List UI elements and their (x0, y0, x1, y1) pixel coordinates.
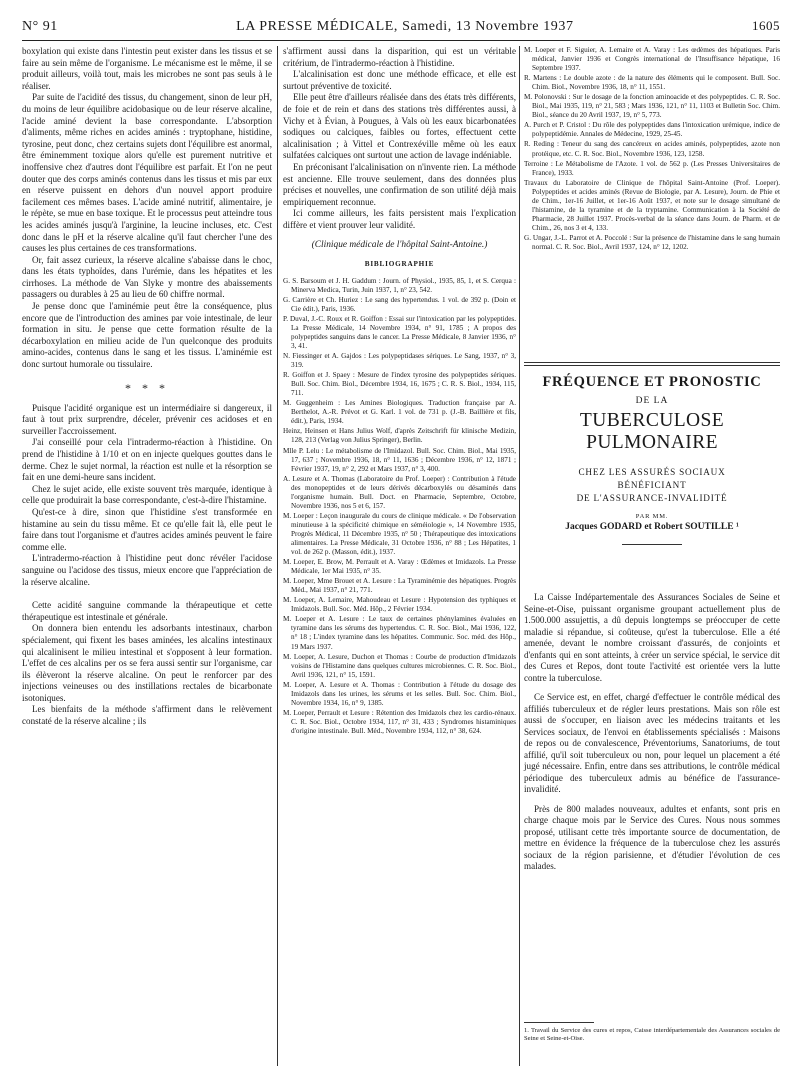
reference-item: M. Loeper, A. Lesure et A. Thomas : Contribution à l'étude du dosage des Imidazols dans les urines, les sérums et les selles. Bull. Soc. Chim. Biol., Novembre 1934, 16, n° 9, 1385. (283, 680, 516, 707)
paragraph: On donnera bien entendu les adsorbants intestinaux, charbon spécialement, qui fixent les bases aminées, les alcalins intestinaux qui alcalinisent le milieu intestinal et s'opposent à leur formation. L'effet de ces alcalins per os se fera aussi sentir sur l'organisme, car ils élèveront la réserve alcaline. On peut le renforcer par des injections veineuses ou des instillations rectales de bicarbonate isotoniques. (22, 623, 272, 703)
reference-item: A. Purch et P. Cristol : Du rôle des polypeptides dans l'intoxication urémique, indice de polypeptidémie. Annales de Médecine, 1929, 25-45. (524, 121, 780, 139)
reference-item: M. Loeper : Leçon inaugurale du cours de clinique médicale. « De l'observation minutieuse à la spécificité chimique en séméiologie », 14 Novembre 1935, Progrès Médical, 11 Décembre 1935, n° 50 ; Thérapeutique des intoxications alimentaires. La Presse Médicale, 31 Octobre 1936, n° 88 ; Les Hépatites, 1 vol. de 262 p. (Masson, édit.), 1937. (283, 511, 516, 557)
paragraph: s'affirment aussi dans la disparition, qui est un véritable critérium, de l'intradermo-réaction à l'histidine. (283, 46, 516, 68)
reference-item: Travaux du Laboratoire de Clinique de l'hôpital Saint-Antoine (Prof. Loeper). Polypeptides et acides aminés (Revue de Biologie, par A. Lesure), Journ. de Phie et de Chim., 1er-16 Juillet, et 1er-16 Août 1937, et note sur le dosage simultané de l'histamine, de la tyramine et de la tryptamine. Communication à la Société de Pharmacie, 28 Juillet 1937. Procès-verbal de la séance dans Journ. de Pharm. et de Chim., 26, nos 3 et 4, 133. (524, 178, 780, 232)
column-one (22, 46, 272, 728)
footnote-divider (524, 1022, 594, 1023)
reference-item: M. Loeper et F. Siguier, A. Lemaire et A. Varay : Les œdèmes des hépatiques. Paris médical, Janvier 1936 et Congrès international de l'Insuffisance hépatique, 16 Septembre 1937. (524, 46, 780, 73)
paragraph: L'intradermo-réaction à l'histidine peut donc révéler l'acidose sanguine ou l'acidose des tissus, mieux encore que l'appréciation de la réserve alcaline. (22, 553, 272, 587)
paragraph: Je pense donc que l'aminémie peut être la conséquence, plus encore que de l'introduction des amines par voie intestinale, de leur formation in situ. Je pense que cette formation résulte de la décarboxylation en milieu acide de l'un quelconque des produits amino-acides, contenus dans le sang et les tissus. L'aminémie est donc surtout humorale ou tissulaire. (22, 301, 272, 370)
article-authors: Jacques GODARD et Robert SOUTILLE ¹ (565, 522, 739, 532)
paragraph: boxylation qui existe dans l'intestin peut exister dans les tissus et se faire au sein même de l'organisme. Le mécanisme est le même, il se produit ailleurs, voilà tout, mais les microbes ne sont pas seuls à le réaliser. (22, 46, 272, 91)
reference-item: M. Loeper, A. Lemaire, Mahoudeau et Lesure : Hypotension des typhiques et Imidazols. Bull. Soc. Méd. Hôp., 2 Février 1934. (283, 596, 516, 614)
paragraph: Qu'est-ce à dire, sinon que l'histidine s'est transformée en histamine au sein du tissu même. Et ce qu'elle fait là, elle peut le faire dans tout l'organisme et d'autres acides aminés peuvent le faire comme elle. (22, 506, 272, 552)
article-title-line: FRÉQUENCE ET PRONOSTIC (542, 374, 762, 390)
paragraph: Par suite de l'acidité des tissus, du changement, sinon de leur pH, du moins de leur équilibre acidobasique ou de leur réserve alcaline, l'acide aminé devient la base correspondante. L'absorption d'aliments, même riches en acides aminés : tryptophane, histidine, tyrosine, peut donc, chez certains sujets dont l'équilibre est anormal, être éminemment toxique alors qu'elle est purement nutritive et inoffensive chez d'autres dont l'équilibre est parfait. Et l'on ne peut douter que des corps aminés contenus dans les tissus et mis par eux en réserve puissent en dehors d'un nouvel apport produire facilement ces mêmes bases. L'acide aminé nutritif, alimentaire, je le répète, se mue en base toxique. Et le processus peut atteindre tous les acides aminés jusqu'à l'arginine, la leucine incluses, etc. C'est donc dans le pH et la réserve alcaline qu'il faut chercher l'une des causes les plus certaines de ces transformations. (22, 92, 272, 254)
paragraph: En préconisant l'alcalinisation on n'invente rien. La méthode est ancienne. Elle trouve seulement, dans des données plus précises et nouvelles, une confirmation de son utilité déjà mais empiriquement reconnue. (283, 161, 516, 207)
paragraph: Près de 800 malades nouveaux, adultes et enfants, sont pris en charge chaque mois par le Service des Cures. Nous nous sommes proposé, utilisant cette très importante source de documentation, de mettre en évidence la fréquence de la tuberculose chez les assurés sociaux de la région parisienne, et d'étudier l'évolution de ces malades. (524, 803, 780, 871)
reference-item: Mlle P. Lelu : Le métabolisme de l'Imidazol. Bull. Soc. Chim. Biol., Mai 1935, 17, 637 ; Novembre 1936, 18, n° 11, 1636 ; Décembre 1936, n° 12, 1871 ; Février 1937, 19, n° 2, 292 et Mars 1937, n° 3, 400. (283, 446, 516, 473)
reference-item: N. Fiessinger et A. Gajdos : Les polypeptidases sériques. Le Sang, 1937, n° 3, 319. (283, 352, 516, 370)
reference-item: R. Reding : Teneur du sang des cancéreux en acides aminés, polypeptides, azote non protéique, etc. C. R. Soc. Biol., Novembre 1936, 123, 1258. (524, 140, 780, 158)
paragraph: Chez le sujet acide, elle existe souvent très marquée, identique à celle que produirait la base correspondante, c'est-à-dire l'histamine. (22, 483, 272, 506)
author-divider (622, 544, 682, 545)
reference-item: M. Loeper, A. Lesure, Duchon et Thomas : Courbe de production d'Imidazols voisins de l'Histamine dans quelques cultures microbiennes. C. R. Soc. Biol., Avril 1936, 121, n° 15, 1591. (283, 652, 516, 679)
section-stars: * * * (125, 380, 169, 395)
footnote: 1. Travail du Service des cures et repos, Caisse interdépartementale des Assurances sociales de Seine et Seine-et-Oise. (524, 1027, 780, 1042)
reference-item: G. Ungar, J.-L. Parrot et A. Poccolé : Sur la présence de l'histamine dans le sang humain normal. C. R. Soc. Biol., Avril 1937, 124, n° 12, 1202. (524, 233, 780, 251)
page-number: 1605 (752, 18, 780, 33)
paragraph: Ce Service est, en effet, chargé d'effectuer le contrôle médical des affiliés tuberculeux et de régler leurs prestations. Mais son rôle est aussi de s'occuper, en liaison avec les médecins traitants et les Services sociaux, de l'envoi en établissements spécialisés : Maisons de repos ou de convalescence, Préventoriums, Sanatoriums, de tout affilié, qu'il soit tuberculeux ou non, pour lequel un placement a été jugé nécessaire. Enfin, entre dans ses attributions, le contrôle médical périodique des tuberculeux admis au bénéfice de l'assurance-invalidité. (524, 692, 780, 794)
article-subtitle-line: CHEZ LES ASSURÉS SOCIAUX (578, 467, 726, 477)
article-title-main: TUBERCULOSE PULMONAIRE (579, 410, 725, 453)
article-subtitle (524, 466, 780, 505)
paragraph: Ici comme ailleurs, les faits persistent mais l'explication diffère et vient prouver leur validité. (283, 208, 516, 230)
issue-number: N° 91 (22, 19, 58, 34)
article-divider (524, 365, 780, 366)
bibliography-heading: BIBLIOGRAPHIE (364, 260, 435, 269)
paragraph: Or, fait assez curieux, la réserve alcaline s'abaisse dans le choc, dans les états typhoïdes, dans l'urémie, dans les hépatites et les cirrhoses. La méthode de Van Slyke y montre des abaissements passagers ou durables à 25 au lieu de 60 chiffre normal. (22, 254, 272, 300)
paragraph: Les bienfaits de la méthode s'affirment dans le relèvement constaté de la réserve alcaline ; ils (22, 704, 272, 727)
paragraph: Elle peut être d'ailleurs réalisée dans des états très différents, de foie et de rein et dans des stations très différentes aussi, à Vichy et à Évian, à Pougues, à Vals où les eaux bicarbonatées sodiques ou calciques, faibles ou fortes, effectuent cette alcalinisation ; à Vittel et Contrexéville même où les eaux sulfatées calciques ont surtout une action de lavage indéniable. (283, 92, 516, 161)
article-body (524, 592, 780, 881)
column-divider-right (519, 46, 520, 1066)
article-header (524, 374, 780, 555)
reference-item: M. Polonovski : Sur le dosage de la fonction aminoacide et des polypeptides. C. R. Soc. Biol., Mai 1935, 119, n° 21, 583 ; Mars 1936, 121, n° 11, 1103 et Bulletin Soc. Chim. Biol., séance du 20 Avril 1937, 19, n° 5, 773. (524, 93, 780, 120)
affiliation-note: (Clinique médicale de l'hôpital Saint-Antoine.) (311, 239, 488, 250)
article-title-line: DE LA (635, 396, 669, 406)
paragraph: Cette acidité sanguine commande la thérapeutique et cette thérapeutique est intestinale et générale. (22, 600, 272, 622)
paragraph: Puisque l'acidité organique est un intermédiaire si dangereux, il faut à tout prix surprendre, déceler, prévenir ces acidoses et en surveiller l'accroissement. (22, 402, 272, 436)
reference-item: M. Loeper, E. Brow, M. Perrault et A. Varay : Œdèmes et Imidazols. La Presse Médicale, 1er Mai 1935, n° 35. (283, 558, 516, 576)
paragraph: J'ai conseillé pour cela l'intradermo-réaction à l'histidine. On prend de l'histidine à 1/10 et on en injecte quelques gouttes dans le derme. Chez le sujet normal, la réaction est nulle et la résorption se fait en une demi-heure sans incident. (22, 437, 272, 483)
paragraph: L'alcalinisation est donc une méthode efficace, et elle est surtout préventive de toxicité. (283, 69, 516, 91)
reference-item: G. S. Barsoum et J. H. Gaddum : Journ. of Physiol., 1935, 85, 1, et S. Cerqua : Minerva Medica, Turin, Juin 1937, 1, n° 23, 542. (283, 276, 516, 294)
reference-item: P. Duval, J.-C. Roux et R. Goiffon : Essai sur l'intoxication par les polypeptides. La Presse Médicale, 14 Novembre 1934, n° 91, 1785 ; A propos des polypeptides sanguins dans le cancer. La Presse Médicale, 8 Janvier 1936, n° 3, 41. (283, 314, 516, 351)
column-three (524, 46, 780, 253)
article-subtitle-line: BÉNÉFICIANT (617, 480, 687, 490)
article-by: PAR MM. (635, 513, 669, 520)
reference-item: M. Loeper, Perrault et Lesure : Rétention des Imidazols chez les cardio-rénaux. C. R. Soc. Biol., Octobre 1934, 117, n° 31, 433 ; Syndromes histaminiques d'origine intestinale. Bull. Méd., Novembre 1934, 112, n° 38, 624. (283, 708, 516, 735)
bibliography-list-continued (524, 46, 780, 252)
article-subtitle-line: DE L'ASSURANCE-INVALIDITÉ (576, 493, 728, 503)
column-two (283, 46, 516, 737)
bibliography-list (283, 277, 516, 736)
reference-item: A. Lesure et A. Thomas (Laboratoire du Prof. Loeper) : Contribution à l'étude des monopeptides et de leurs dérivés décarboxylés ou désaminés dans l'organisme humain. Bull. Doct. en Pharmacie, Septembre, Octobre, Novembre 1936, nos 5 et 6, 157. (283, 474, 516, 510)
reference-item: M. Loeper et A. Lesure : Le taux de certaines phénylamines évaluées en tyramine dans les sérums des hypertendus. C. R. Soc. Biol., Mai 1936, 122, n° 18 ; L'index tyramine dans les hépatites. Communic. Soc. méd. des Hôp., 19 Mars 1937. (283, 615, 516, 651)
reference-item: Heinz, Heinsen et Hans Julius Wolf, d'après Zeitschrift für klinische Medizin, 128, 213 (Verlag von Julius Springer), Berlin. (283, 427, 516, 445)
reference-item: G. Carrière et Ch. Huriez : Le sang des hypertendus. 1 vol. de 392 p. (Doin et Cie édit.), Paris, 1936. (283, 295, 516, 313)
reference-item: Terroine : Le Métabolisme de l'Azote. 1 vol. de 562 p. (Les Presses Universitaires de France), 1933. (524, 159, 780, 177)
reference-item: R. Martens : Le double azote : de la nature des éléments qui le composent. Bull. Soc. Chim. Biol., Novembre 1936, 18, n° 11, 1551. (524, 74, 780, 92)
reference-item: M. Loeper, Mme Brouet et A. Lesure : La Tyraminémie des hépatiques. Progrès Méd., Mai 1937, n° 21, 771. (283, 577, 516, 595)
article-divider (524, 362, 780, 363)
reference-item: M. Guggenheim : Les Amines Biologiques. Traduction française par A. Berthelot, A.-R. Prévot et G. Karl. 1 vol. de 731 p. (J.-B. Baillière et fils, édit.), Paris, 1934. (283, 399, 516, 426)
column-divider-left (277, 46, 278, 1066)
page-header (22, 18, 780, 41)
reference-item: R. Goiffon et J. Spaey : Mesure de l'index tyrosine des polypeptides sériques. Bull. Soc. Chim. Biol., Décembre 1934, 16, 1675 ; C. R. S. Biol., 1934, 115, 711. (283, 371, 516, 398)
paragraph: La Caisse Indépartementale des Assurances Sociales de Seine et Seine-et-Oise, puissant organisme groupant actuellement plus de 1.500.000 assujettis, a dû depuis longtemps se préoccuper de cette maladie si répandue, si coûteuse, qu'est la tuberculose. Elle a été amenée, devant le nombre croissant d'assurés, de conjoints et d'enfants qui en sont atteints, à créer un service spécial, le service dit des Cures et Repos, dont toute l'activité est orientée vers la lutte contre la tuberculose. (524, 592, 780, 683)
journal-title: LA PRESSE MÉDICALE, Samedi, 13 Novembre 1937 (236, 19, 574, 34)
